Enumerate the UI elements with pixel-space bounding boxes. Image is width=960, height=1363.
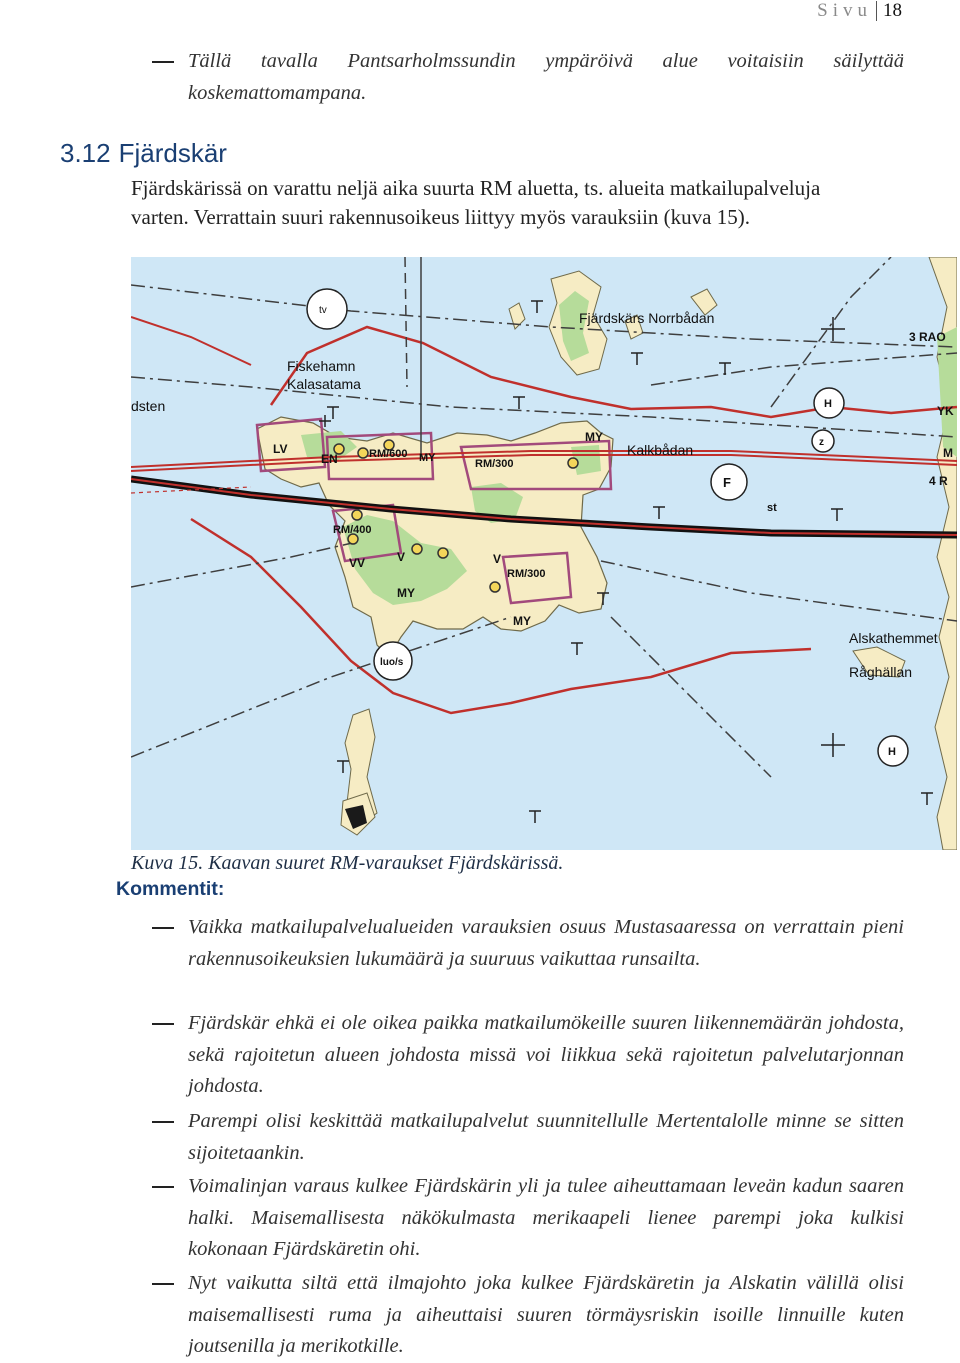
- comment-text: Voimalinjan varaus kulkee Fjärdskärin yli ja tulee aiheuttamaan leveän kadun saaren halki. Maisemallisesta näkökulmasta merikaapeli lienee parempi joka kulkisi kokonaan Fjärdskäretin ohi.: [188, 1175, 904, 1260]
- map-label-rm600: RM/600: [369, 448, 408, 460]
- figure-caption: Kuva 15. Kaavan suuret RM-varaukset Fjärdskärissä.: [131, 852, 564, 874]
- map-label-m: M: [943, 446, 953, 460]
- map-label-h-b: H: [888, 746, 896, 758]
- comment-item: [152, 1106, 904, 1169]
- zoning-map: [131, 257, 957, 850]
- map-label-raghallan: Råghällan: [849, 664, 913, 680]
- map-label-st: st: [767, 502, 777, 514]
- section-number: 3.12: [60, 138, 111, 168]
- map-label-yk: YK: [937, 404, 954, 418]
- comment-text: Nyt vaikutta siltä että ilmajohto joka kulkee Fjärdskäretin ja Alskatin välillä olisi maisemallisesti ruma ja aiheuttaisi suuren törmäysriskin isoille linnuille kuten joutsenilla ja merikotkille.: [188, 1272, 904, 1357]
- map-label-vv: VV: [349, 556, 366, 570]
- intro-paragraph: Fjärdskärissä on varattu neljä aika suurta RM aluetta, ts. alueita matkailupalveluja varten. Verrattain suuri rakennusoikeus liittyy myös varauksiin (kuva 15).: [131, 176, 821, 229]
- map-label-my-c: MY: [397, 586, 415, 600]
- map-label-kalkbadan: Kalkbådan: [627, 442, 694, 458]
- map-label-lv: LV: [273, 442, 288, 456]
- comment-text: Vaikka matkailupalvelualueiden varauksien osuus Mustasaaressa on verrattain pieni rakennusoikeuksien lukumäärä ja suuruus vaikuttaa runsailta.: [188, 916, 904, 970]
- map-label-tv: tv: [319, 305, 327, 316]
- comment-text: Fjärdskär ehkä ei ole oikea paikka matkailumökeille suuren liikennemäärän johdosta, sekä rajoitetun alueen johdosta missä voi liikkua sekä rajoitetun palvelutarjonnan johdosta.: [188, 1012, 904, 1097]
- header-label: Sivu: [817, 0, 872, 21]
- comment-text: Parempi olisi keskittää matkailupalvelut suunnitellulle Mertentalolle minne se sitten sijoitetaankin.: [188, 1110, 904, 1164]
- comments-heading: Kommentit:: [116, 878, 225, 900]
- map-label-my-a: MY: [419, 452, 436, 464]
- page-number: 18: [883, 0, 902, 21]
- map-label-norrbadan: Fjärdskärs Norrbådan: [579, 310, 715, 326]
- map-label-rm300-a: RM/300: [475, 458, 514, 470]
- dash-marker: [152, 1186, 174, 1188]
- page-header: [817, 0, 902, 22]
- map-svg: [131, 257, 957, 850]
- comment-item: [152, 912, 904, 975]
- dash-marker: [152, 61, 174, 63]
- map-label-luo: luo/s: [380, 657, 404, 668]
- map-label-rm400: RM/400: [333, 524, 372, 536]
- comment-item: [152, 1008, 904, 1103]
- map-label-z: z: [819, 437, 824, 448]
- top-bullet-text: Tällä tavalla Pantsarholmssundin ympäröivä alue voitaisiin säilyttää koskemattomampana.: [188, 50, 904, 104]
- map-label-my-b: MY: [585, 430, 603, 444]
- tv-circle: [307, 289, 347, 329]
- dash-marker: [152, 927, 174, 929]
- map-label-my-d: MY: [513, 614, 531, 628]
- map-label-en: EN: [321, 452, 338, 466]
- comment-item: [152, 1268, 904, 1363]
- dash-marker: [152, 1023, 174, 1025]
- map-label-v-a: V: [397, 550, 406, 564]
- map-label-rm300-b: RM/300: [507, 568, 546, 580]
- map-label-v-b: V: [493, 552, 502, 566]
- comment-item: [152, 1171, 904, 1266]
- map-label-fiskehamn: Fiskehamn: [287, 358, 356, 374]
- map-label-4r: 4 R: [929, 474, 948, 488]
- section-title: Fjärdskär: [118, 138, 227, 168]
- header-divider: [876, 1, 877, 21]
- section-heading: [60, 138, 227, 169]
- map-label-dsten: dsten: [131, 398, 166, 414]
- dash-marker: [152, 1121, 174, 1123]
- map-label-alskathemmet: Alskathemmet: [849, 630, 938, 646]
- dash-marker: [152, 1283, 174, 1285]
- map-label-f: F: [723, 475, 731, 490]
- map-label-kalasatama: Kalasatama: [287, 376, 361, 392]
- top-bullet: [152, 46, 904, 109]
- map-label-rao: 3 RAO: [909, 330, 946, 344]
- map-label-h-a: H: [824, 398, 832, 410]
